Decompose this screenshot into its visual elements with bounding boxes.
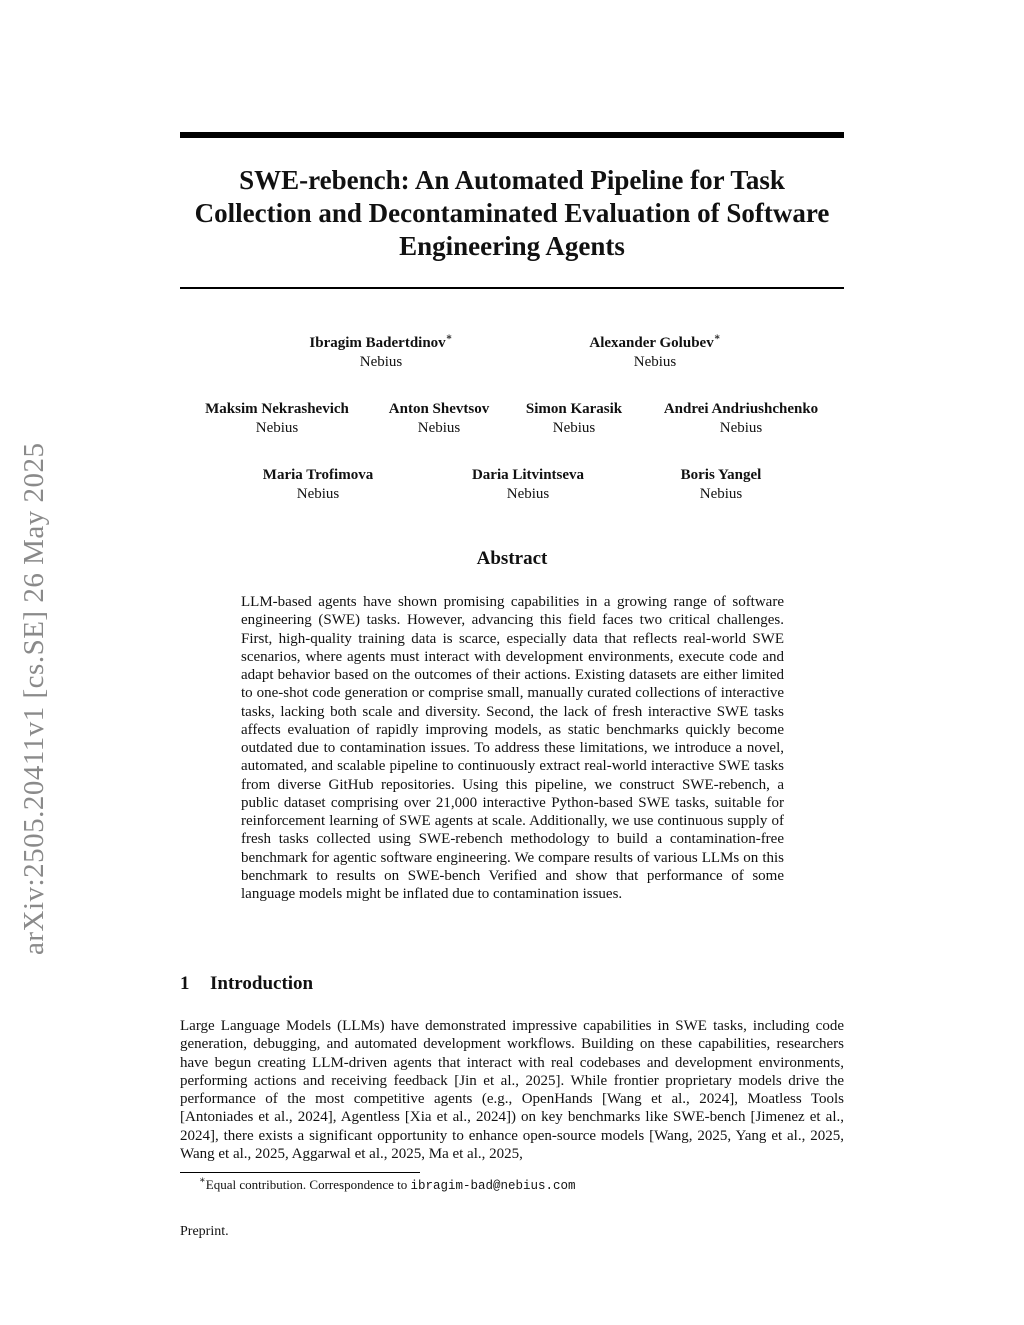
author-block <box>263 466 373 504</box>
paper-title: SWE-rebench: An Automated Pipeline for Task Collection and Decontaminated Evaluation of Software Engineering Agents <box>194 165 830 261</box>
author-affiliation: Nebius <box>417 420 461 436</box>
author-name: Anton Shevtsov <box>388 401 490 417</box>
equal-contribution-mark: ∗ <box>713 332 721 343</box>
section-title: Introduction <box>210 973 314 994</box>
author-name: Alexander Golubev <box>589 335 714 351</box>
arxiv-side-stamp: arXiv:2505.20411v1 [cs.SE] 26 May 2025 <box>18 442 50 955</box>
author-name: Maria Trofimova <box>262 467 374 483</box>
preprint-footer: Preprint. <box>180 1224 229 1239</box>
author-name: Daria Litvintseva <box>471 467 585 483</box>
section-number: 1 <box>180 973 190 994</box>
author-affiliation: Nebius <box>552 420 596 436</box>
abstract-text: LLM-based agents have shown promising capabilities in a growing range of software engineering (SWE) tasks. However, advancing this field faces two critical challenges. First, high-quality training data is scarce, especially data that reflects real-world SWE scenarios, where agents must interact with development environments, execute code and adapt behavior based on the outcomes of their actions. Existing datasets are either limited to one-shot code generation or comprise small, manually curated collections of interactive tasks, lacking both scale and diversity. Second, the lack of fresh interactive SWE tasks affects evaluation of rapidly improving models, as static benchmarks quickly become outdated due to contamination issues. To address these limitations, we introduce a novel, automated, and scalable pipeline to continuously extract real-world interactive SWE tasks from diverse GitHub repositories. Using this pipeline, we construct SWE-rebench, a public dataset comprising over 21,000 interactive Python-based SWE tasks, suitable for reinforcement learning of SWE agents at scale. Additionally, we use continuous supply of fresh tasks collected using SWE-rebench methodology to build a contamination-free benchmark for agentic software engineering. We compare results of various LLMs on this benchmark to results on SWE-bench Verified and show that performance of some language models might be inflated due to contamination issues. <box>241 594 784 902</box>
author-block <box>589 334 720 372</box>
footnote-rule <box>180 1172 420 1173</box>
introduction-text: Large Language Models (LLMs) have demonstrated impressive capabilities in SWE tasks, including code generation, debugging, and automated development workflows. Building on these capabilities, researchers have begun creating LLM-driven agents that interact with real codebases and development environments, performing actions and receiving feedback [Jin et al., 2025]. While frontier proprietary models drive the performance of the most competitive agents (e.g., OpenHands [Wang et al., 2024], Moatless Tools [Antoniades et al., 2024], Agentless [Xia et al., 2024]) on key benchmarks like SWE-bench [Jimenez et al., 2024], there exists a significant opportunity to enhance open-source models [Wang, 2025, Yang et al., 2025, Wang et al., 2025, Aggarwal et al., 2025, Ma et al., 2025, <box>180 1018 844 1162</box>
correspondence-email[interactable]: ibragim-bad@nebius.com <box>410 1179 576 1193</box>
section-heading-introduction <box>180 973 313 995</box>
author-name: Boris Yangel <box>680 467 762 483</box>
title-top-rule <box>180 132 844 138</box>
author-affiliation: Nebius <box>699 486 743 502</box>
footnote <box>199 1177 576 1194</box>
author-affiliation: Nebius <box>296 486 340 502</box>
title-bottom-rule <box>180 287 844 289</box>
author-affiliation: Nebius <box>719 420 763 436</box>
author-name: Simon Karasik <box>525 401 623 417</box>
footnote-mark: ∗ <box>199 1175 206 1186</box>
author-block <box>526 400 622 438</box>
author-name: Ibragim Badertdinov <box>309 335 446 351</box>
author-block <box>205 400 349 438</box>
author-block <box>472 466 584 504</box>
equal-contribution-mark: ∗ <box>445 332 453 343</box>
author-affiliation: Nebius <box>359 354 403 370</box>
author-affiliation: Nebius <box>506 486 550 502</box>
author-block <box>389 400 489 438</box>
author-block <box>681 466 762 504</box>
author-name: Andrei Andriushchenko <box>663 401 819 417</box>
author-name: Maksim Nekrashevich <box>205 401 349 417</box>
abstract-heading: Abstract <box>476 548 548 569</box>
author-affiliation: Nebius <box>633 354 677 370</box>
author-block <box>664 400 818 438</box>
author-block <box>309 334 452 372</box>
author-affiliation: Nebius <box>255 420 299 436</box>
footnote-text: Equal contribution. Correspondence to <box>205 1177 411 1192</box>
